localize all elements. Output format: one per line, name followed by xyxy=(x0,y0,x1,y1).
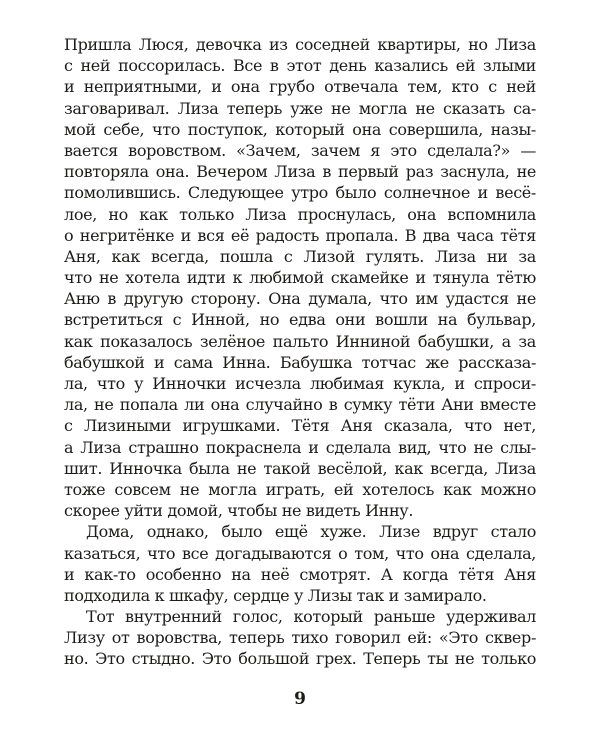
page-number: 9 xyxy=(294,689,306,709)
paragraph xyxy=(64,34,536,521)
text-line: встретиться с Инной, но едва они вошли на бульвар, xyxy=(64,310,536,330)
text-line: Аню в другую сторону. Она думала, что им удастся не xyxy=(64,289,536,309)
text-line: Аня, как всегда, пошла с Лизой гулять. Лиза ни за xyxy=(64,246,536,266)
text-line: с Лизиными игрушками. Тётя Аня сказала, что нет, xyxy=(64,416,536,436)
text-line: лое, но как только Лиза проснулась, она вспомнила xyxy=(64,204,536,224)
text-line: с ней поссорилась. Все в этот день казались ей злыми xyxy=(64,56,536,76)
text-line: и неприятными, и она грубо отвечала тем, кто с ней xyxy=(64,77,536,97)
text-line: Дома, однако, было ещё хуже. Лизе вдруг стало xyxy=(86,522,536,542)
text-line: помолившись. Следующее утро было солнечное и весё- xyxy=(64,183,536,203)
text-line: Лизу от воровства, теперь тихо говорил ей: «Это сквер- xyxy=(64,628,536,648)
text-line: и как-то особенно на неё смотрят. А когда тётя Аня xyxy=(64,564,536,584)
text-line: скорее уйти домой, чтобы не видеть Инну. xyxy=(64,501,414,521)
text-line: Пришла Люся, девочка из соседней квартиры, но Лиза xyxy=(64,35,536,54)
text-line: мой себе, что поступок, который она совершила, назы- xyxy=(64,119,536,139)
text-line: Тот внутренний голос, который раньше удерживал xyxy=(86,607,536,627)
text-line: что не хотела идти к любимой скамейке и тянула тётю xyxy=(64,268,536,288)
text-line: казаться, что все догадываются о том, что она сделала, xyxy=(64,543,536,563)
paragraph xyxy=(64,521,536,606)
text-line: подходила к шкафу, сердце у Лизы так и замирало. xyxy=(64,585,487,605)
text-line: вается воровством. «Зачем, зачем я это сделала?» — xyxy=(64,140,536,160)
text-line: о негритёнке и вся её радость пропала. В два часа тётя xyxy=(64,225,536,245)
paragraph xyxy=(64,606,536,670)
text-line: заговаривал. Лиза теперь уже не могла не сказать са- xyxy=(64,98,536,118)
text-line: ла, что у Инночки исчезла любимая кукла, и спроси- xyxy=(64,374,536,393)
text-line: повторяла она. Вечером Лиза в первый раз заснула, не xyxy=(64,162,536,182)
text-line: но. Это стыдно. Это большой грех. Теперь ты не только xyxy=(64,649,536,669)
text-line: шит. Инночка была не такой весёлой, как всегда, Лиза xyxy=(64,458,536,478)
text-line: ла, не попала ли она случайно в сумку тёти Ани вместе xyxy=(64,395,536,415)
text-line: как показалось зелёное пальто Инниной бабушки, а за xyxy=(64,331,536,351)
text-line: тоже совсем не могла играть, ей хотелось как можно xyxy=(64,479,536,499)
text-line: а Лиза страшно покраснела и сделала вид, что не слы- xyxy=(64,437,536,457)
page-body xyxy=(64,34,536,670)
text-line: бабушкой и сама Инна. Бабушка тотчас же рассказа- xyxy=(64,352,536,372)
